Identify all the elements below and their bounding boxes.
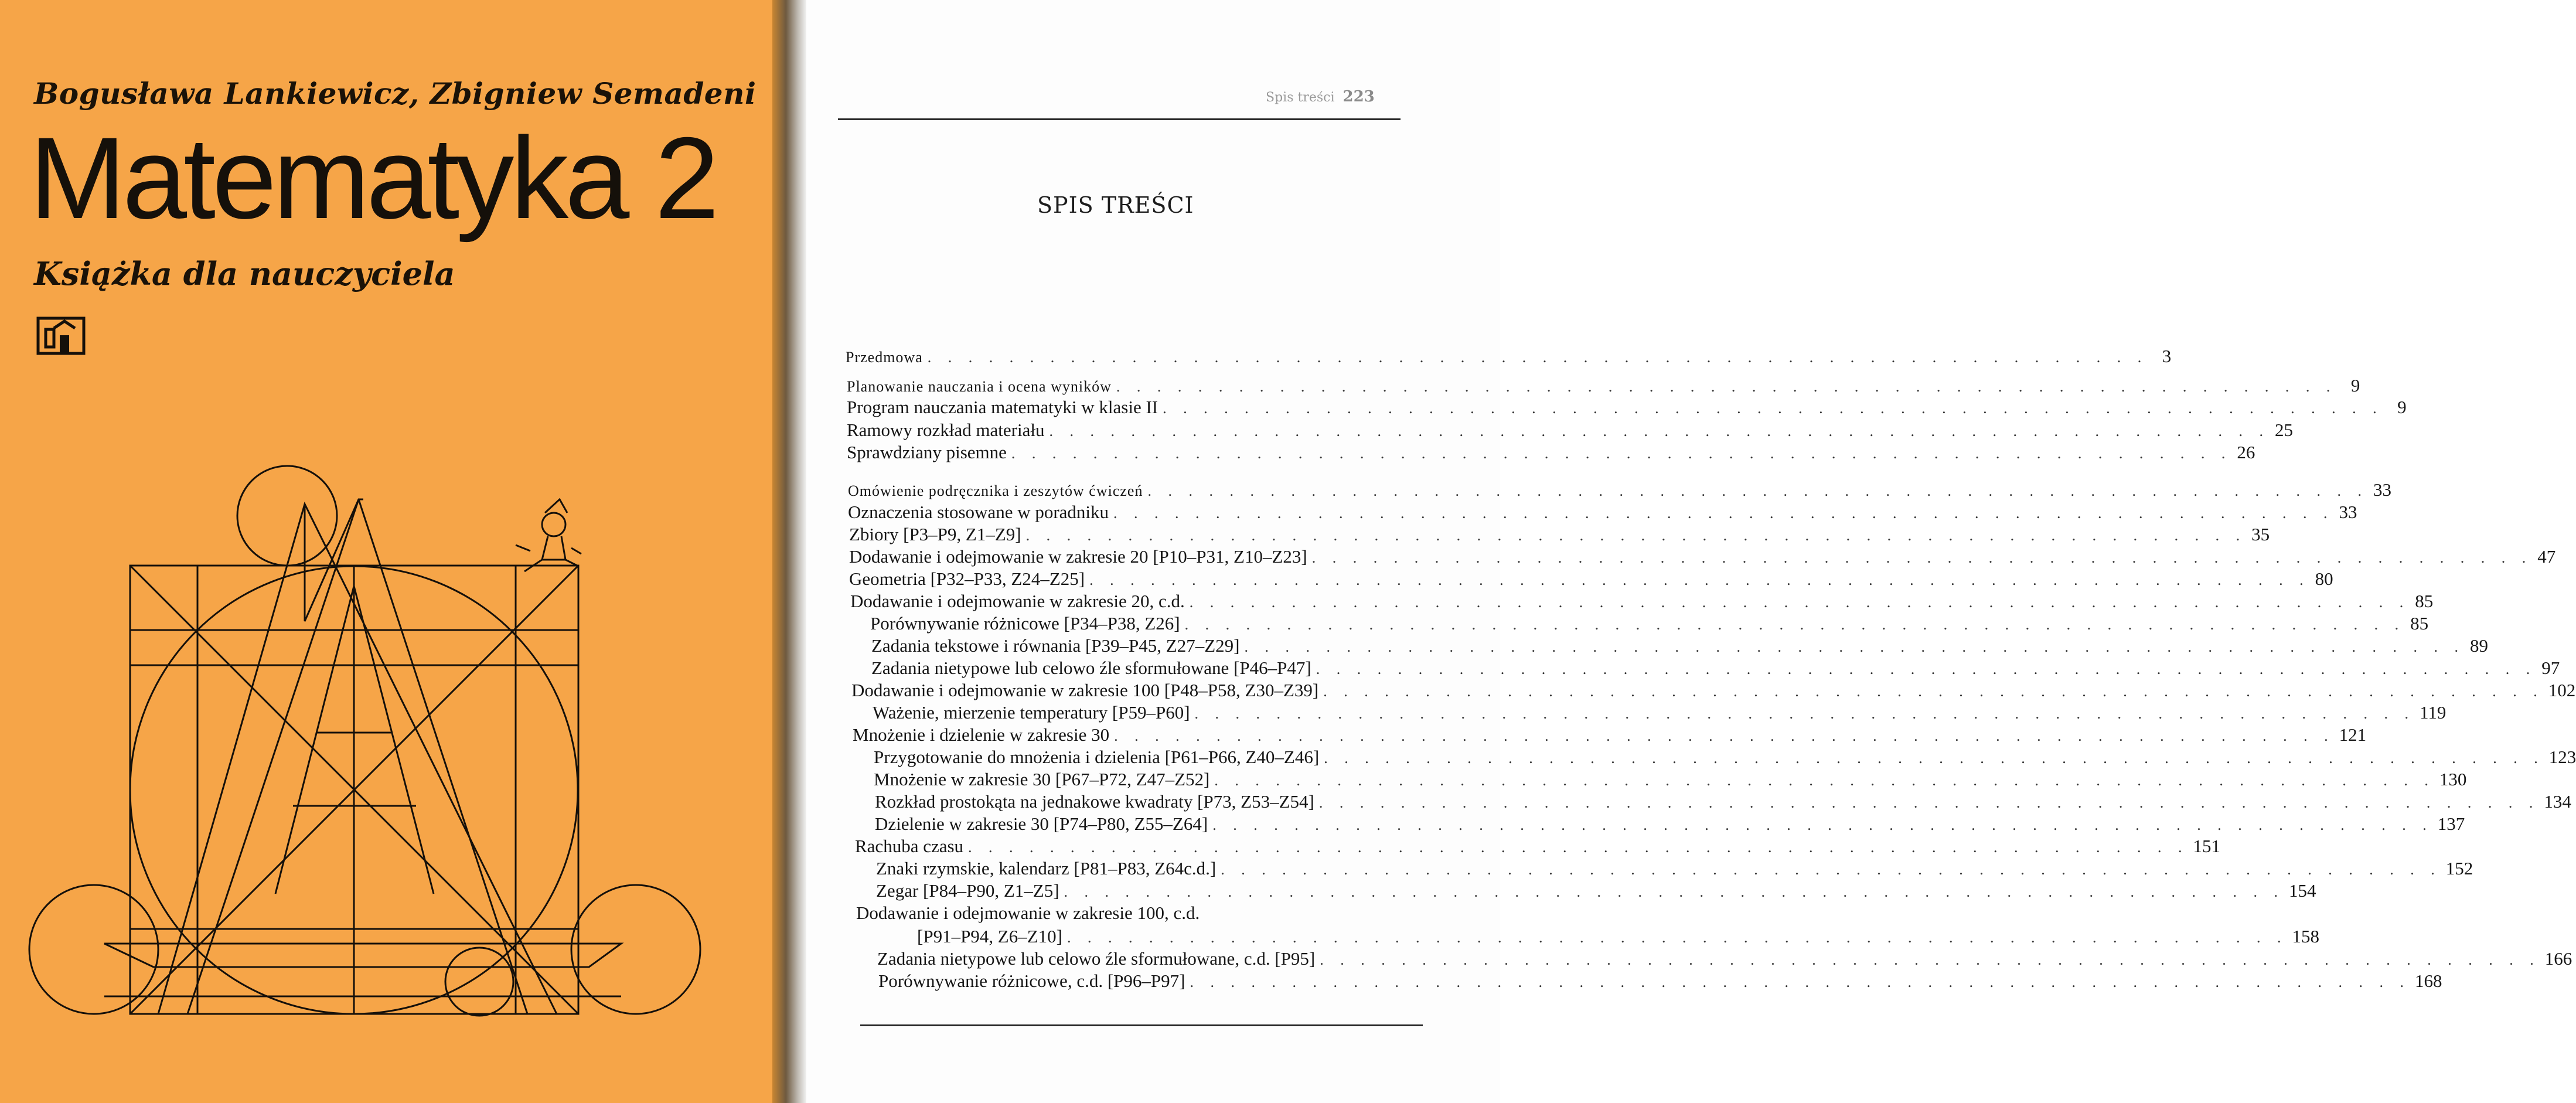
- toc-entry-title: Dodawanie i odejmowanie w zakresie 20 [P10–P31, Z10–Z23]: [849, 546, 1307, 567]
- toc-entry: [878, 971, 2442, 994]
- toc-entry: [848, 479, 2391, 503]
- leader-dots: . . . . . . . . . . . . . . . . . . . . . . . . . . . . . . . . . . . . . . . . . . . . . . . . . . . . . . . . . . . .: [1194, 705, 2415, 722]
- toc-page-number: 152: [2445, 858, 2473, 879]
- leader-dots: . . . . . . . . . . . . . . . . . . . . . . . . . . . . . . . . . . . . . . . . . . . . . . . . . . . . . . . . . . . .: [1184, 616, 2405, 633]
- toc-page-number: 80: [2315, 568, 2333, 589]
- leader-dots: . . . . . . . . . . . . . . . . . . . . . . . . . . . . . . . . . . . . . . . . . . . . . . . . . . . . . . . . . . . .: [1113, 505, 2334, 522]
- toc-entry-title: Ramowy rozkład materiału: [847, 420, 1045, 440]
- leader-dots: . . . . . . . . . . . . . . . . . . . . . . . . . . . . . . . . . . . . . . . . . . . . . . . . . . . . . . . . . . . .: [1324, 750, 2544, 767]
- toc-page-number: 85: [2415, 591, 2434, 611]
- toc-entry: [877, 948, 2572, 972]
- toc-entry-title: Rozkład prostokąta na jednakowe kwadraty [P73, Z53–Z54]: [875, 791, 1314, 812]
- toc-entry-title: Przygotowanie do mnożenia i dzielenia [P61–P66, Z40–Z46]: [874, 747, 1320, 767]
- toc-page-number: 137: [2437, 813, 2465, 834]
- toc-entry: [849, 568, 2333, 592]
- toc-entry-title: Planowanie nauczania i ocena wyników: [847, 378, 1112, 395]
- leader-dots: . . . . . . . . . . . . . . . . . . . . . . . . . . . . . . . . . . . . . . . . . . . . . . . . . . . . . . . . . . . .: [1189, 594, 2410, 611]
- leader-dots: . . . . . . . . . . . . . . . . . . . . . . . . . . . . . . . . . . . . . . . . . . . . . . . . . . . . . . . . . . . .: [1116, 378, 2337, 395]
- leader-dots: . . . . . . . . . . . . . . . . . . . . . . . . . . . . . . . . . . . . . . . . . . . . . . . . . . . . . . . . . . . .: [1147, 482, 2368, 499]
- running-head-label: Spis treści: [1266, 90, 1335, 105]
- toc-page-number: 33: [2339, 502, 2357, 522]
- toc-entry: [874, 769, 2467, 792]
- toc-entry-title: Rachuba czasu: [855, 836, 964, 856]
- toc-page-number: 33: [2373, 479, 2391, 500]
- toc-page-number: 151: [2193, 836, 2221, 856]
- toc-page-number: 3: [2162, 346, 2172, 366]
- toc-entry: [847, 375, 2360, 399]
- toc-page-number: 119: [2420, 702, 2446, 723]
- toc-entry-title: Oznaczenia stosowane w poradniku: [848, 502, 1109, 522]
- toc-entry-title: Geometria [P32–P33, Z24–Z25]: [849, 568, 1085, 589]
- toc-entry-title: Zadania tekstowe i równania [P39–P45, Z27–Z29]: [871, 635, 1240, 656]
- toc-page-number: 35: [2251, 524, 2270, 544]
- toc-page-number: 89: [2469, 635, 2488, 656]
- toc-entry-title: Zadania nietypowe lub celowo źle sformułowane [P46–P47]: [871, 658, 1311, 678]
- leader-dots: . . . . . . . . . . . . . . . . . . . . . . . . . . . . . . . . . . . . . . . . . . . . . . . . . . . . . . . . . . . .: [1190, 973, 2410, 990]
- toc-entry: [874, 747, 2576, 770]
- leader-dots: . . . . . . . . . . . . . . . . . . . . . . . . . . . . . . . . . . . . . . . . . . . . . . . . . . . . . . . . . . . .: [1244, 638, 2465, 655]
- toc-entry: [847, 442, 2255, 465]
- leader-dots: . . . . . . . . . . . . . . . . . . . . . . . . . . . . . . . . . . . . . . . . . . . . . . . . . . . . . . . . . . . .: [1089, 571, 2310, 588]
- toc-entry-title: Zbiory [P3–P9, Z1–Z9]: [849, 524, 1021, 544]
- leader-dots: . . . . . . . . . . . . . . . . . . . . . . . . . . . . . . . . . . . . . . . . . . . . . . . . . . . . . . . . . . . .: [1323, 683, 2544, 700]
- leader-dots: . . . . . . . . . . . . . . . . . . . . . . . . . . . . . . . . . . . . . . . . . . . . . . . . . . . . . . . . . . . .: [1214, 772, 2435, 789]
- leader-dots: . . . . . . . . . . . . . . . . . . . . . . . . . . . . . . . . . . . . . . . . . . . . . . . . . . . . . . . . . . . .: [1316, 661, 2537, 678]
- toc-page-number: 158: [2292, 926, 2319, 947]
- leader-dots: . . . . . . . . . . . . . . . . . . . . . . . . . . . . . . . . . . . . . . . . . . . . . . . . . . . . . . . . . . . .: [968, 839, 2189, 856]
- toc-entry: [875, 791, 2571, 815]
- leader-dots: . . . . . . . . . . . . . . . . . . . . . . . . . . . . . . . . . . . . . . . . . . . . . . . . . . . . . . . . . . . .: [1114, 727, 2335, 744]
- toc-page-number: 9: [2397, 397, 2407, 417]
- toc-entry-title: Dodawanie i odejmowanie w zakresie 100 [P48–P58, Z30–Z39]: [851, 680, 1319, 700]
- toc-entry: [846, 346, 2172, 369]
- leader-dots: . . . . . . . . . . . . . . . . . . . . . . . . . . . . . . . . . . . . . . . . . . . . . . . . . . . . . . . . . . . .: [927, 349, 2148, 366]
- toc-entry-title: Omówienie podręcznika i zeszytów ćwiczeń: [848, 482, 1143, 499]
- toc-entry: [875, 813, 2465, 837]
- toc-entry-title: Zegar [P84–P90, Z1–Z5]: [876, 880, 1059, 901]
- leader-dots: . . . . . . . . . . . . . . . . . . . . . . . . . . . . . . . . . . . . . . . . . . . . . . . . . . . . . . . . . . . .: [1067, 929, 2288, 946]
- toc-entry-title: Dzielenie w zakresie 30 [P74–P80, Z55–Z64]: [875, 813, 1208, 834]
- toc-entry: [871, 635, 2488, 659]
- toc-entry: [876, 880, 2316, 904]
- toc-entry-title: Porównywanie różnicowe, c.d. [P96–P97]: [878, 971, 1185, 991]
- toc-page-number: 168: [2414, 971, 2442, 991]
- toc-page-number: 102: [2548, 680, 2576, 700]
- cover-subtitle: Książka dla nauczyciela: [34, 255, 455, 292]
- toc-entry-title: Zadania nietypowe lub celowo źle sformułowane, c.d. [P95]: [877, 948, 1316, 969]
- toc-page-number: 9: [2350, 375, 2360, 396]
- toc-entry: [856, 903, 1289, 926]
- toc-entry-title: Dodawanie i odejmowanie w zakresie 20, c.d.: [850, 591, 1185, 611]
- toc-entry: [849, 546, 2556, 570]
- toc-entry-title: Znaki rzymskie, kalendarz [P81–P83, Z64c.d.]: [876, 858, 1217, 879]
- toc-entry: [853, 724, 2367, 748]
- toc-entry-title: Mnożenie i dzielenie w zakresie 30: [853, 724, 1110, 745]
- leader-dots: . . . . . . . . . . . . . . . . . . . . . . . . . . . . . . . . . . . . . . . . . . . . . . . . . . . . . . . . . . . .: [1318, 794, 2540, 811]
- toc-entry-title: Dodawanie i odejmowanie w zakresie 100, c.d.: [856, 903, 1200, 923]
- toc-page-number: 134: [2544, 791, 2571, 812]
- toc-entry-title: Porównywanie różnicowe [P34–P38, Z26]: [870, 613, 1180, 634]
- toc-entry: [850, 591, 2434, 614]
- leader-dots: . . . . . . . . . . . . . . . . . . . . . . . . . . . . . . . . . . . . . . . . . . . . . . . . . . . . . . . . . . . .: [1212, 816, 2433, 833]
- cover-title: Matematyka 2: [29, 113, 716, 243]
- toc-entry: [876, 858, 2473, 881]
- leader-dots: . . . . . . . . . . . . . . . . . . . . . . . . . . . . . . . . . . . . . . . . . . . . . . . . . . . . . . . . . . . .: [1025, 527, 2247, 544]
- leader-dots: . . . . . . . . . . . . . . . . . . . . . . . . . . . . . . . . . . . . . . . . . . . . . . . . . . . . . . . . . . . .: [1320, 951, 2540, 968]
- toc-entry: [847, 397, 2407, 420]
- toc-page-number: 166: [2544, 948, 2572, 969]
- toc-page-number: 97: [2541, 658, 2560, 678]
- toc-page-number: 154: [2289, 880, 2316, 901]
- toc-entry: [871, 658, 2560, 681]
- toc-entry-title: Ważenie, mierzenie temperatury [P59–P60]: [873, 702, 1190, 723]
- leader-dots: . . . . . . . . . . . . . . . . . . . . . . . . . . . . . . . . . . . . . . . . . . . . . . . . . . . . . . . . . . . .: [1221, 861, 2441, 878]
- toc-entry-title: Mnożenie w zakresie 30 [P67–P72, Z47–Z52]: [874, 769, 1210, 789]
- toc-page-number: 26: [2237, 442, 2255, 462]
- toc-entry: [847, 420, 2293, 443]
- toc-page-number: 130: [2439, 769, 2467, 789]
- toc-entry: [851, 680, 2576, 703]
- toc-entry: [849, 524, 2270, 547]
- toc-page-number: 123: [2548, 747, 2576, 767]
- toc-entry: [870, 613, 2429, 636]
- leader-dots: . . . . . . . . . . . . . . . . . . . . . . . . . . . . . . . . . . . . . . . . . . . . . . . . . . . . . . . . . . . .: [1311, 549, 2533, 566]
- running-page-number: 223: [1342, 88, 1375, 105]
- toc-entry: [855, 836, 2221, 859]
- leader-dots: . . . . . . . . . . . . . . . . . . . . . . . . . . . . . . . . . . . . . . . . . . . . . . . . . . . . . . . . . . . .: [1011, 445, 2232, 462]
- toc-entry-title: Przedmowa: [846, 349, 923, 366]
- toc-page-number: 25: [2274, 420, 2293, 440]
- toc-entry-title: Sprawdziany pisemne: [847, 442, 1007, 462]
- leader-dots: . . . . . . . . . . . . . . . . . . . . . . . . . . . . . . . . . . . . . . . . . . . . . . . . . . . . . . . . . . . .: [1064, 883, 2285, 900]
- leader-dots: . . . . . . . . . . . . . . . . . . . . . . . . . . . . . . . . . . . . . . . . . . . . . . . . . . . . . . . . . . . .: [1049, 423, 2270, 440]
- toc-page-number: 47: [2537, 546, 2556, 567]
- toc-entry-title: Program nauczania matematyki w klasie II: [847, 397, 1158, 417]
- cover-authors: Bogusława Lankiewicz, Zbigniew Semadeni: [34, 76, 757, 111]
- toc-entry: [917, 926, 2319, 949]
- leader-dots: . . . . . . . . . . . . . . . . . . . . . . . . . . . . . . . . . . . . . . . . . . . . . . . . . . . . . . . . . . . .: [1163, 400, 2383, 417]
- toc-entry: [848, 502, 2357, 525]
- toc-page-number: 85: [2410, 613, 2429, 634]
- toc-entry: [873, 702, 2446, 726]
- toc-page-number: 121: [2339, 724, 2367, 745]
- footer-rule: [860, 1024, 1423, 1026]
- contents-title: SPIS TREŚCI: [1037, 192, 1194, 218]
- toc-entry-title: [P91–P94, Z6–Z10]: [917, 926, 1062, 947]
